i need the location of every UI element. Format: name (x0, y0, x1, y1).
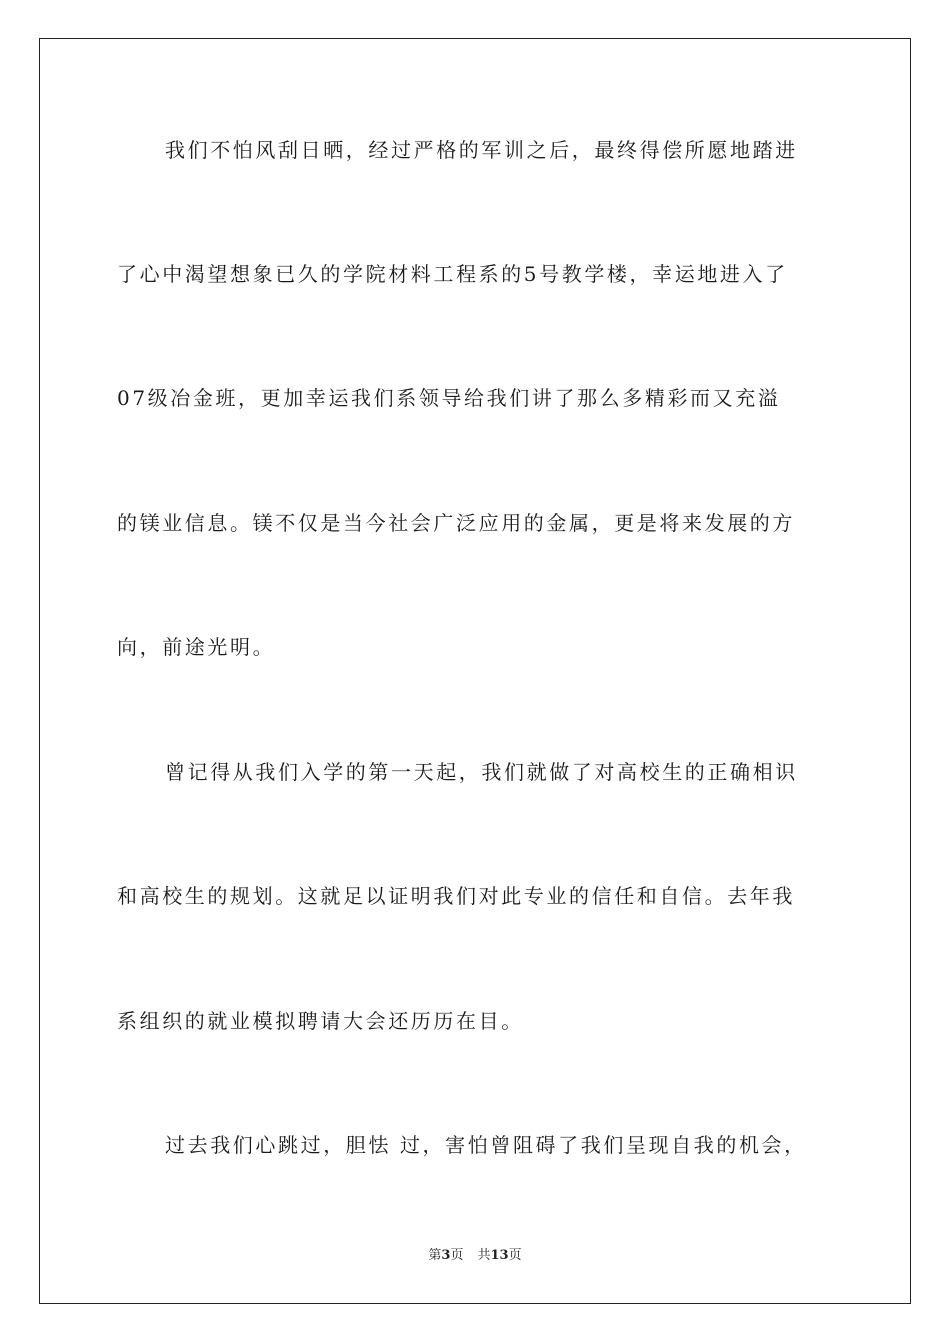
paragraph-2-line-1: 曾记得从我们入学的第一天起，我们就做了对高校生的正确相识 (165, 760, 798, 784)
paragraph-1-line-4: 的镁业信息。镁不仅是当今社会广泛应用的金属，更是将来发展的方 (117, 511, 795, 535)
paragraph-2-line-3: 系组织的就业模拟聘请大会还历历在目。 (117, 1009, 524, 1033)
page-current: 3 (441, 1248, 451, 1263)
total-prefix: 共 (477, 1248, 491, 1263)
page-total: 13 (490, 1248, 509, 1263)
page-prefix: 第 (428, 1248, 442, 1263)
paragraph-3-line-1: 过去我们心跳过，胆怯 过，害怕曾阻碍了我们呈现自我的机会， (165, 1133, 807, 1157)
total-suffix: 页 (508, 1248, 522, 1263)
paragraph-1-line-2: 了心中渴望想象已久的学院材料工程系的5号教学楼，幸运地进入了 (117, 262, 788, 286)
page-suffix: 页 (450, 1248, 464, 1263)
paragraph-1-line-1: 我们不怕风刮日晒，经过严格的军训之后，最终得偿所愿地踏进 (165, 138, 798, 162)
page-footer (0, 1248, 950, 1264)
paragraph-2-line-2: 和高校生的规划。这就足以证明我们对此专业的信任和自信。去年我 (117, 884, 795, 908)
paragraph-1-line-3: 07级冶金班，更加幸运我们系领导给我们讲了那么多精彩而又充溢 (117, 386, 781, 410)
paragraph-1-line-5: 向，前途光明。 (117, 635, 276, 659)
page-border (39, 38, 911, 1304)
